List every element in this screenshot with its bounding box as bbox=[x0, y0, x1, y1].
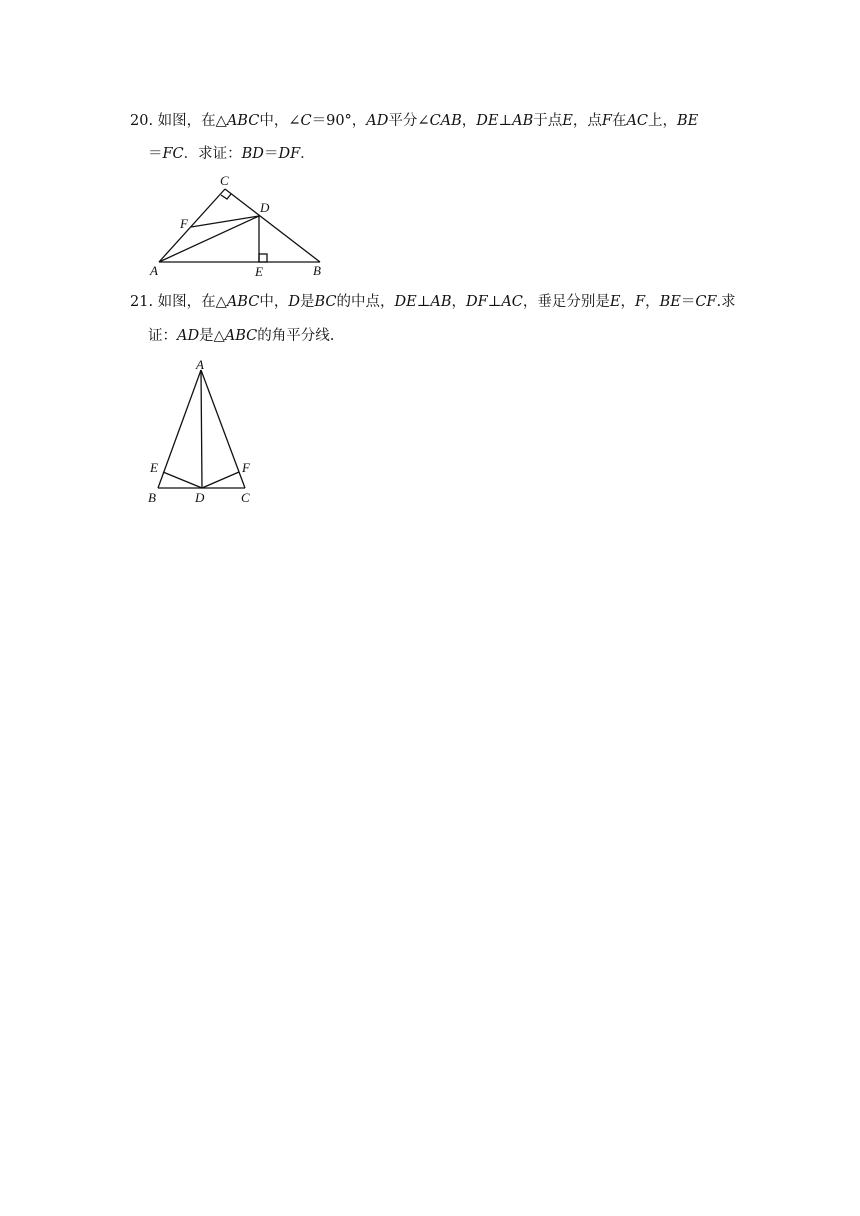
right-angle-mark-C bbox=[221, 194, 231, 199]
label-C: C bbox=[220, 173, 229, 188]
segment-DF bbox=[202, 472, 239, 488]
segment-DE bbox=[163, 472, 202, 488]
segment-CB bbox=[225, 189, 320, 262]
label-F: F bbox=[242, 460, 250, 475]
problem-21-line-1: 21. 如图，在△ABC中，D是BC的中点，DE⊥AB，DF⊥AC，垂足分别是E，F，BE＝CF.求 bbox=[130, 294, 736, 310]
segment-AC bbox=[159, 189, 225, 262]
segment-AD bbox=[159, 216, 259, 262]
segment-FD bbox=[191, 216, 259, 227]
label-D: D bbox=[260, 200, 270, 215]
label-E: E bbox=[150, 460, 158, 475]
label-B: B bbox=[148, 490, 156, 505]
problem-20-line-2: ＝FC．求证：BD＝DF． bbox=[148, 146, 315, 162]
right-angle-mark-E bbox=[259, 254, 267, 262]
problem-21-line-2: 证：AD是△ABC的角平分线. bbox=[148, 328, 335, 344]
label-F: F bbox=[180, 216, 188, 231]
label-A: A bbox=[150, 263, 158, 278]
label-D: D bbox=[195, 490, 205, 505]
segment-AD bbox=[201, 370, 202, 488]
label-C: C bbox=[241, 490, 250, 505]
segment-AB bbox=[158, 370, 201, 488]
problem-number: 21. bbox=[130, 294, 154, 310]
label-E: E bbox=[255, 264, 263, 279]
segment-AC bbox=[201, 370, 245, 488]
problem-number: 20. bbox=[130, 113, 154, 129]
problem-20-line-1: 20. 如图，在△ABC中，∠C＝90°，AD平分∠CAB，DE⊥AB于点E，点F在AC上，BE bbox=[130, 113, 699, 129]
label-A: A bbox=[196, 357, 204, 372]
label-B: B bbox=[313, 263, 321, 278]
